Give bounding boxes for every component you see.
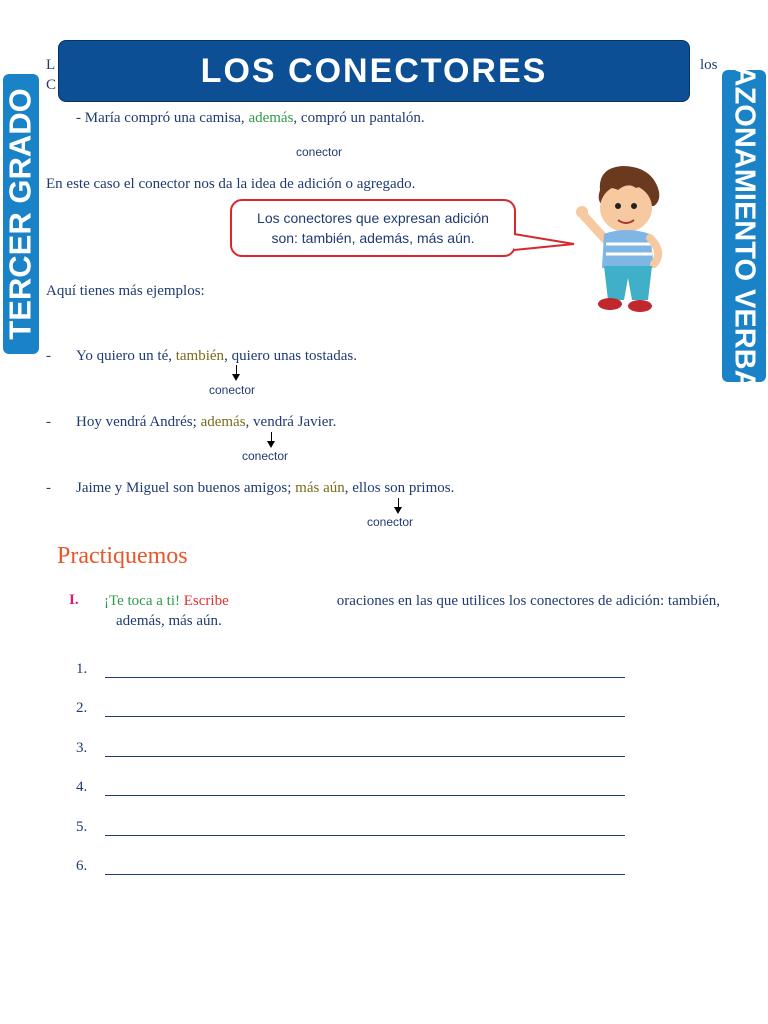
example-dash: - (46, 480, 51, 496)
prompt-highlight: ¡Te toca a ti! (104, 593, 180, 609)
example-after: , ellos son primos. (344, 480, 455, 496)
prompt-text: oraciones en las que utilices los conectores de adición: también, (336, 593, 720, 609)
answer-line[interactable] (105, 756, 625, 757)
answer-line[interactable] (105, 716, 625, 717)
side-label-grade-text: TERCER GRADO (3, 88, 39, 340)
intro-fragment-left: L (46, 57, 56, 73)
connector-label: conector (242, 449, 289, 463)
more-examples-text: Aquí tienes más ejemplos: (46, 283, 205, 299)
arrow-down-icon (394, 507, 402, 514)
example-connector: más aún (295, 480, 345, 496)
example-before: Hoy vendrá Andrés; (76, 414, 197, 430)
bubble-line-2: son: también, además, más aún. (271, 230, 475, 246)
example-dash: - (46, 348, 51, 364)
example-sentence-3 (76, 413, 336, 431)
answer-number: 5. (76, 819, 88, 835)
arrow-down-icon (232, 374, 240, 381)
prompt-verb: Escribe (183, 593, 229, 609)
answer-line[interactable] (105, 835, 625, 836)
arrow-down-icon (267, 441, 275, 448)
answer-number: 2. (76, 700, 88, 716)
connector-label: conector (209, 383, 256, 397)
title-banner (58, 40, 690, 102)
example-after: , vendrá Javier. (245, 414, 337, 430)
answer-line[interactable] (105, 677, 625, 678)
example-sentence-2 (76, 347, 357, 365)
example-before: - María compró una camisa, (76, 110, 245, 126)
explanation-text: En este caso el conector nos da la idea de adición o agregado. (46, 176, 416, 192)
practice-heading: Practiquemos (57, 543, 188, 569)
side-label-subject-text: RAZONAMIENTO VERBAL (728, 44, 761, 408)
example-sentence-4 (76, 479, 454, 497)
example-sentence-1 (76, 109, 425, 127)
answer-line[interactable] (105, 874, 625, 875)
answer-number: 1. (76, 661, 88, 677)
example-connector: también (175, 348, 225, 364)
connector-label: conector (367, 515, 414, 529)
page-title: LOS CONECTORES (200, 51, 548, 90)
connector-label: conector (296, 145, 343, 159)
practice-number: I. (69, 592, 79, 608)
answer-number: 3. (76, 740, 88, 756)
example-dash: - (46, 414, 51, 430)
practice-prompt-line-2: además, más aún. (116, 613, 222, 629)
example-before: Jaime y Miguel son buenos amigos; (76, 480, 292, 496)
intro-fragment-right: los (700, 57, 718, 73)
example-before: Yo quiero un té, (76, 348, 172, 364)
answer-line[interactable] (105, 795, 625, 796)
boy-illustration-icon (570, 160, 670, 315)
example-connector: además (248, 110, 294, 126)
practice-prompt-line-1 (104, 592, 720, 610)
bubble-line-1: Los conectores que expresan adición (257, 210, 489, 226)
speech-bubble (230, 199, 516, 257)
side-label-grade (3, 74, 39, 354)
answer-number: 6. (76, 858, 88, 874)
example-after: , quiero unas tostadas. (224, 348, 357, 364)
example-after: , compró un pantalón. (293, 110, 425, 126)
side-label-subject (722, 44, 766, 408)
intro-fragment-left-2: C (46, 77, 57, 93)
example-connector: además (200, 414, 246, 430)
answer-number: 4. (76, 779, 88, 795)
